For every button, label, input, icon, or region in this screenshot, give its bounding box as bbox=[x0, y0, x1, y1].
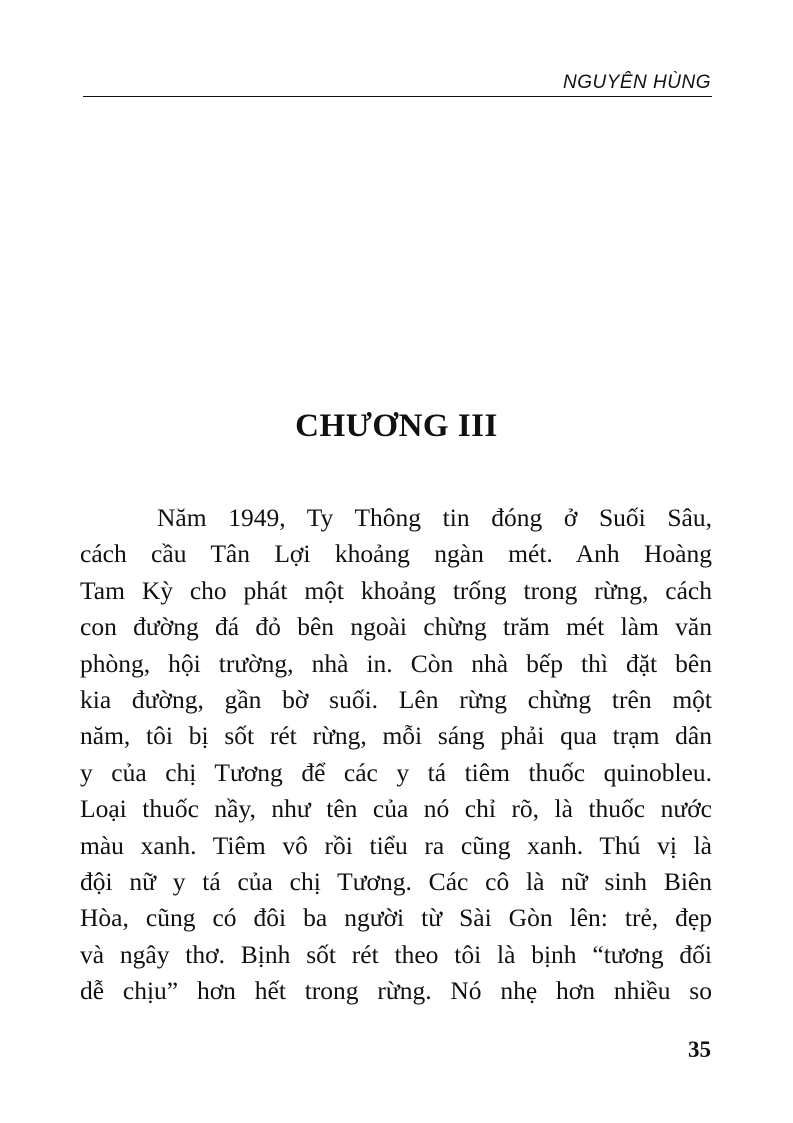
body-line: dễ chịu” hơn hết trong rừng. Nó nhẹ hơn nhiều so bbox=[80, 976, 712, 1006]
body-line: y của chị Tương để các y tá tiêm thuốc quinobleu. bbox=[80, 757, 712, 787]
body-line: màu xanh. Tiêm vô rồi tiểu ra cũng xanh. Thú vị là bbox=[80, 830, 712, 860]
body-line: Năm 1949, Ty Thông tin đóng ở Suối Sâu, bbox=[157, 503, 712, 532]
chapter-title: CHƯƠNG III bbox=[295, 408, 498, 444]
header-rule bbox=[83, 96, 712, 97]
body-paragraph bbox=[80, 500, 712, 1009]
body-line: năm, tôi bị sốt rét rừng, mỗi sáng phải qua trạm dân bbox=[80, 721, 712, 751]
body-line: kia đường, gần bờ suối. Lên rừng chừng trên một bbox=[80, 684, 712, 714]
body-line: phòng, hội trường, nhà in. Còn nhà bếp thì đặt bên bbox=[80, 648, 712, 678]
body-line: Loại thuốc nầy, như tên của nó chỉ rõ, là thuốc nước bbox=[80, 794, 712, 824]
body-line: Tam Kỳ cho phát một khoảng trống trong rừng, cách bbox=[80, 575, 712, 605]
body-line: cách cầu Tân Lợi khoảng ngàn mét. Anh Hoàng bbox=[80, 539, 712, 569]
body-line: đội nữ y tá của chị Tương. Các cô là nữ sinh Biên bbox=[80, 866, 712, 896]
body-line: con đường đá đỏ bên ngoài chừng trăm mét làm văn bbox=[80, 612, 712, 642]
page-number: 35 bbox=[688, 1037, 711, 1062]
body-line: Hòa, cũng có đôi ba người từ Sài Gòn lên: trẻ, đẹp bbox=[80, 903, 712, 933]
body-line: và ngây thơ. Bịnh sốt rét theo tôi là bịnh “tương đối bbox=[80, 939, 712, 969]
running-header: NGUYÊN HÙNG bbox=[562, 72, 711, 93]
